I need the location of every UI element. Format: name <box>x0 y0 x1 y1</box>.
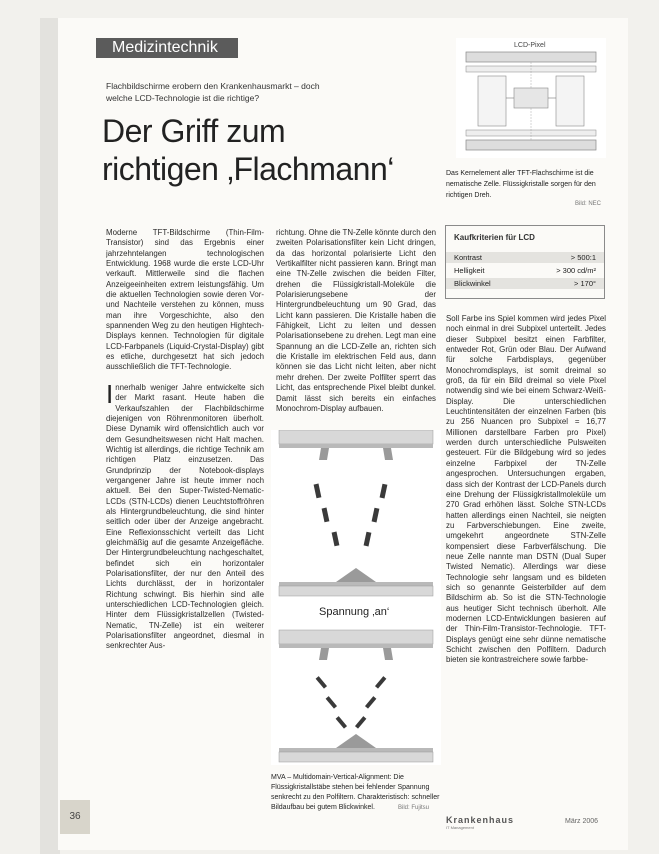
section-label: Medizintechnik <box>112 39 218 56</box>
footer-brand: Krankenhaus <box>446 815 515 825</box>
figure-caption: MVA – Multidomain-Vertical-Alignment: Die Flüssigkristallstäbe stehen bei fehlender Spannung senkrecht zu den Polfiltern. Charakteristisch: schneller Bildaufbau bei gutem Blickwinkel. <box>271 774 440 811</box>
criteria-row <box>446 252 604 263</box>
column-2-text: richtung. Ohne die TN-Zelle könnte durch den zweiten Polarisationsfilter kein Licht dringen, da das horizontal polarisierte Licht den Vertikalfilter nicht passieren kann. Bringt man eine TN-Zelle zwischen die beiden Filter, drehen die Flüssigkristall-Moleküle die Polarisierungsebene der Hintergrundbeleuchtung um 90 Grad, das Licht kann passieren. Die Kristalle haben die Fähigkeit, Licht zu leiten und dessen Polarisationsebene zu drehen. Legt man eine Spannung an die LCD-Zelle an, richten sich die Kristalle im elektrischen Feld aus, dann können sie das Licht nicht leiten, aber nicht mehr drehen. Der zweite Polfilter sperrt das Licht, das entsprechende Pixel bleibt dunkel. Damit lässt sich bereits ein einfaches Monochrom-Display aufbauen. <box>276 228 436 413</box>
headline-line-2: richtigen ‚Flachmann‘ <box>102 151 394 187</box>
criteria-label: Helligkeit <box>454 266 485 275</box>
headline <box>102 112 394 188</box>
article-column-3 <box>446 314 606 812</box>
footer-date: März 2006 <box>565 818 599 825</box>
teaser-text: Flachbildschirme erobern den Krankenhausmarkt – doch welche LCD-Technologie ist die richtige? <box>106 81 320 103</box>
figure-credit: Bild: Fujitsu <box>398 805 430 811</box>
diagram-credit: Bild: NEC <box>575 201 602 207</box>
page-number: 36 <box>60 800 90 834</box>
criteria-value: > 500:1 <box>570 253 596 262</box>
drop-cap: I <box>106 378 114 409</box>
mva-illustration <box>271 430 441 765</box>
criteria-label: Blickwinkel <box>454 279 491 288</box>
criteria-row <box>446 278 604 289</box>
lcd-pixel-diagram-drawing <box>456 38 606 158</box>
footer-brand-subtitle: IT Management <box>446 825 474 830</box>
body-paragraph-text: nnerhalb weniger Jahre entwickelte sich der Markt rasant. Heute haben die Verkaufszahlen der Flachbildschirme diejenigen von Röhrenmonitoren überholt. Diese Dynamik wird offensichtlich auch vor dem Gesundheitswesen nicht Halt machen. Wichtig ist allerdings, die richtige Technik am richtigen Platz einzusetzen. Das Grundprinzip der Notebook-displays vergangener Jahre ist heute immer noch aktuell. Bei den Super-Twisted-Nematic-LCDs (STN-LCDs) dienen Leuchtstoffröhren als Hintergrundbeleuchtung, die sind hinter seitlich oder über der Anzeige angebracht. Eine Reflexionsschicht verteilt das Licht gleichmäßig auf die gesamte Anzeigefläche. Der Hintergrundbeleuchtung nachgeschaltet, befindet sich ein horizontaler Polarisationsfilter, der nur den Anteil des Lichts durchlässt, der in horizontaler Richtung schwingt. Bis hierhin sind alle unterschiedlichen LCD-Technologien gleich. Hinter dem Flüssigkristallzellen (Twisted-Nematic, TN-Zelle) ist ein weiterer Polarisationsfilter angeordnet, diesmal in senkrechter Aus- <box>106 382 264 651</box>
column-3-text: Soll Farbe ins Spiel kommen wird jedes Pixel noch einmal in drei Subpixel unterteilt. Jedes dieser Subpixel besitzt einen Farbfilter, entweder Rot, Grün oder Blau. Der Aufwand für solche Farbdisplays, gegenüber Monochromdisplays, ist somit dreimal so groß, da für ein Bild dreimal so viele Pixel notwendig sind wie bei einem Schwarz-Weiß-Display. Die unterschiedlichen Leuchtintensitäten der einzelnen Farben (bis zu 256 Nuancen pro Subpixel = 16,77 Millionen darstellbare Farben pro Pixel) werden durch unterschiedliche Pulsweiten gesteuert. Für die Bildgebung wird so jedes einzelne Farbpixel der TN-Zelle angesprochen. Untersuchungen ergaben, dass sich der Kontrast der LCD-Panels durch eine Drehung der Flüssigkristallmoleküle um 270 Grad erhöhen lässt. Solche STN-LCDs hatten allerdings einen Nachteil, sie neigten zu Farbverschiebungen. Eine zweite, umgekehrt angeordnete STN-Zelle kompensiert diese Farbverfälschung. Die neue Zelle nannte man DSTN (Dual Super Twisted Nematic). Allerdings war diese Technologie sehr langsam und es bildeten sich so genannte Geisterbilder auf dem Bildschirm ab. So ist die STN-Technologie aus heutiger Sicht technisch überholt. Alle modernen LCD-Entwicklungen basieren auf der Thin-Film-Transistor-Technologie. TFT-Displays genügt eine sehr dünne nematische Schicht zwischen den Polfiltern. Dadurch bieten sie kontrastreichere sowie farbbe- <box>446 314 606 665</box>
diagram-label: LCD-Pixel <box>514 42 546 49</box>
criteria-row <box>446 265 604 276</box>
body-paragraph <box>106 378 264 652</box>
criteria-value: > 170° <box>574 279 596 288</box>
article-column-2 <box>276 228 436 428</box>
binding-gutter <box>40 18 60 854</box>
criteria-box <box>445 225 605 299</box>
headline-line-1: Der Griff zum <box>102 113 286 149</box>
lcd-pixel-diagram <box>456 38 606 158</box>
figure-label: Spannung ‚an‘ <box>319 606 390 618</box>
intro-paragraph: Moderne TFT-Bildschirme (Thin-Film-Transistor) sind das Ergebnis einer jahrzehntelangen technologischen Entwicklung. 1968 wurde die erste LCD-Uhr verkauft. Mittlerweile sind die flachen Anzeigeeinheiten extrem leistungsfähig. Um die aktuellen Technologien sowie deren Vor- und Nachteile verstehen zu können, muss man ihre Vorgeschichte, also den spannenden Weg zu den heutigen Hightech-Displays kennen. Technologien für digitale LCD-Farbpanels (Liquid-Crystal-Display) gibt es etliche, durchgesetzt hat sich jedoch ausschließlich die TFT-Technologie. <box>106 228 264 372</box>
article-column-1 <box>106 228 264 828</box>
diagram-caption: Das Kernelement aller TFT-Flachschirme ist die nematische Zelle. Flüssigkristalle sorgen für den richtigen Dreh. <box>446 170 596 199</box>
criteria-value: > 300 cd/m² <box>556 266 596 275</box>
mva-figure <box>271 430 441 765</box>
criteria-label: Kontrast <box>454 253 482 262</box>
criteria-box-title: Kaufkriterien für LCD <box>454 233 535 242</box>
